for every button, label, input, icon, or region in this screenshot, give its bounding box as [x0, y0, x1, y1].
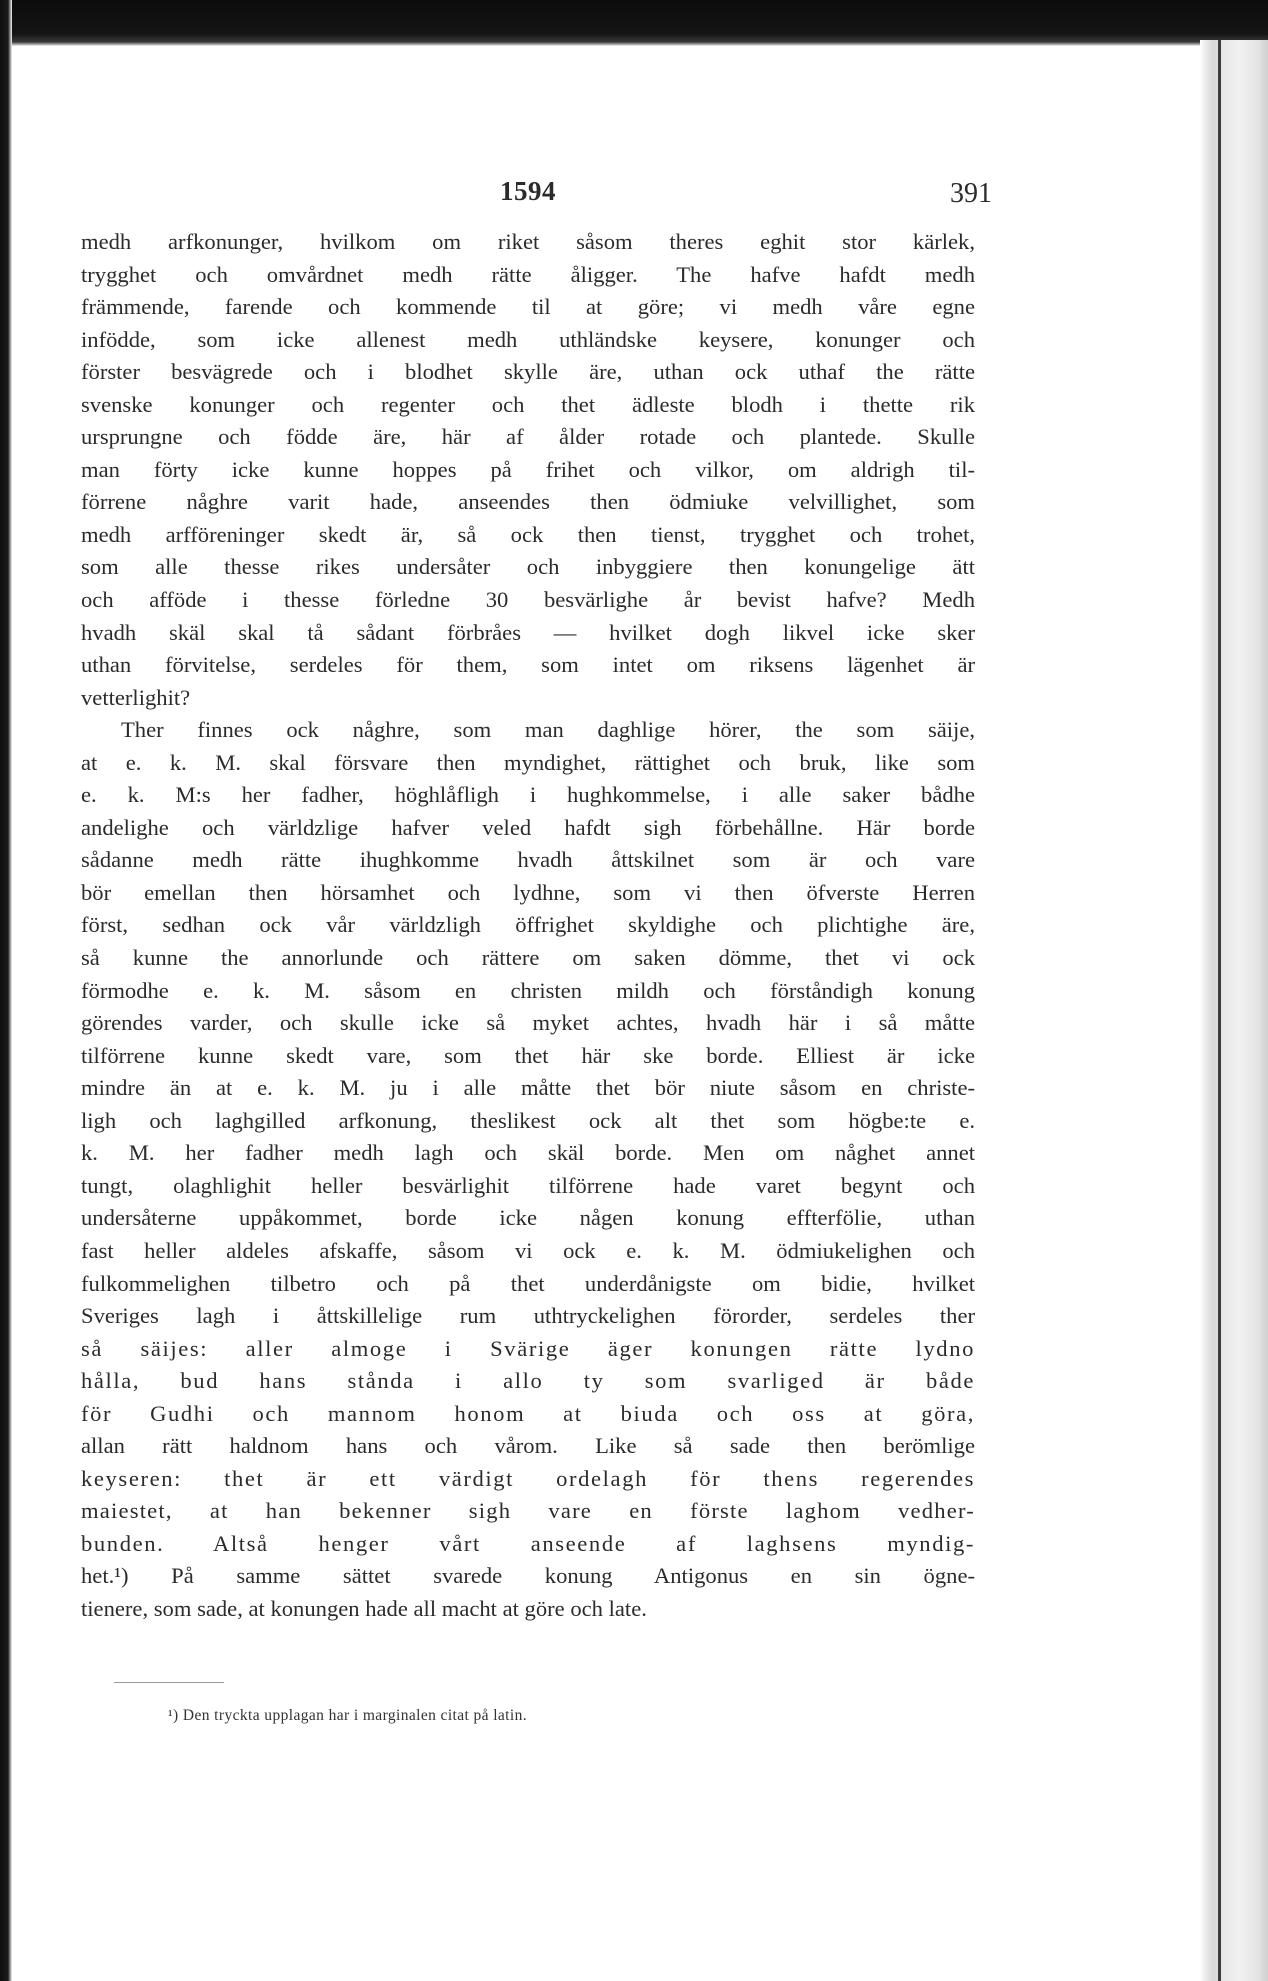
page-edge	[1200, 40, 1268, 1981]
text-line: fulkommelighen tilbetro och på thet underdånigste om bidie, hvilket	[81, 1270, 975, 1296]
text-line: uthan förvitelse, serdeles för them, som intet om riksens lägenhet är	[81, 652, 975, 678]
text-line: vetterlighit?	[81, 684, 191, 710]
text-line: Ther finnes ock någhre, som man daghlige hörer, the som säije,	[121, 717, 975, 743]
gutter-line	[1218, 40, 1221, 1981]
text-line: at e. k. M. skal försvare then myndighet, rättighet och bruk, like som	[81, 749, 975, 775]
text-line: fast heller aldeles afskaffe, såsom vi ock e. k. M. ödmiukelighen och	[81, 1237, 975, 1263]
body-text	[81, 226, 975, 1626]
footnote-rule	[114, 1682, 224, 1683]
text-line: förmodhe e. k. M. såsom en christen mildh och förståndigh konung	[81, 977, 975, 1003]
text-line: ligh och laghgilled arfkonung, theslikest ock alt thet som högbe:te e.	[81, 1107, 975, 1133]
text-line: man förty icke kunne hoppes på frihet och vilkor, om aldrigh til-	[81, 456, 975, 482]
text-line: görendes varder, och skulle icke så myket achtes, hvadh här i så måtte	[81, 1010, 975, 1036]
text-line: Sveriges lagh i åttskillelige rum uthtryckelighen förorder, serdeles ther	[81, 1303, 975, 1329]
text-line: så säijes: aller almoge i Svärige äger konungen rätte lydno	[81, 1335, 975, 1361]
text-line: främmende, farende och kommende til at göre; vi medh våre egne	[81, 294, 975, 320]
running-header-year: 1594	[500, 176, 556, 206]
text-line: allan rätt haldnom hans och vårom. Like så sade then berömlige	[81, 1433, 975, 1459]
text-line: medh arfkonunger, hvilkom om riket såsom theres eghit stor kärlek,	[81, 229, 975, 254]
text-line: k. M. her fadher medh lagh och skäl borde. Men om någhet annet	[81, 1140, 975, 1166]
text-line: sådanne medh rätte ihughkomme hvadh åttskilnet som är och vare	[81, 847, 975, 873]
scan-border-top	[0, 0, 1268, 46]
text-line: som alle thesse rikes undersåter och inbyggiere then konungelige ätt	[81, 554, 975, 580]
text-line: tilförrene kunne skedt vare, som thet här ske borde. Elliest är icke	[81, 1042, 975, 1068]
footnote: ¹) Den tryckta upplagan har i marginalen citat på latin.	[168, 1707, 528, 1724]
text-line: maiestet, at han bekenner sigh vare en förste laghom vedher-	[81, 1498, 975, 1524]
text-line: andelighe och världzlige hafver veled hafdt sigh förbehållne. Här borde	[81, 814, 975, 840]
text-line: trygghet och omvårdnet medh rätte åligger. The hafve hafdt medh	[81, 261, 975, 287]
text-line: hvadh skäl skal tå sådant förbråes — hvilket dogh likvel icke sker	[81, 619, 975, 645]
text-line: bör emellan then hörsamhet och lydhne, som vi then öfverste Herren	[81, 879, 975, 905]
text-line: medh arfföreninger skedt är, så ock then tienst, trygghet och trohet,	[81, 521, 975, 547]
text-line: så kunne the annorlunde och rättere om saken dömme, thet vi ock	[81, 945, 975, 971]
text-line: het.¹) På samme sättet svarede konung Antigonus en sin ögne-	[81, 1563, 975, 1589]
text-line: keyseren: thet är ett värdigt ordelagh för thens regerendes	[81, 1465, 975, 1491]
text-line: förrene någhre varit hade, anseendes then ödmiuke velvillighet, som	[81, 489, 975, 515]
text-line: för Gudhi och mannom honom at biuda och oss at göra,	[81, 1400, 975, 1426]
text-line: och afföde i thesse förledne 30 besvärlighe år bevist hafve? Medh	[81, 587, 975, 613]
page-number: 391	[950, 178, 992, 209]
text-line: hålla, bud hans stånda i allo ty som svarliged är både	[81, 1368, 975, 1394]
text-line: undersåterne uppåkommet, borde icke någen konung effterfölie, uthan	[81, 1205, 975, 1231]
text-line: e. k. M:s her fadher, höghlåfligh i hughkommelse, i alle saker bådhe	[81, 782, 975, 808]
text-line: infödde, som icke allenest medh uthländske keysere, konunger och	[81, 326, 975, 352]
text-line: svenske konunger och regenter och thet ädleste blodh i thette rik	[81, 391, 975, 417]
text-line: bunden. Altså henger vårt anseende af laghsens myndig-	[81, 1530, 975, 1556]
text-line: mindre än at e. k. M. ju i alle måtte thet bör niute såsom en christe-	[81, 1075, 975, 1101]
text-line: tienere, som sade, at konungen hade all macht at göre och late.	[81, 1595, 647, 1621]
text-line: ursprungne och födde äre, här af ålder rotade och plantede. Skulle	[81, 424, 975, 450]
text-line: först, sedhan ock vår världzligh öffrighet skyldighe och plichtighe äre,	[81, 912, 975, 938]
text-line: förster besvägrede och i blodhet skylle äre, uthan ock uthaf the rätte	[81, 359, 975, 385]
text-line: tungt, olaghlighit heller besvärlighit tilförrene hade varet begynt och	[81, 1172, 975, 1198]
scan-border-left	[0, 0, 12, 1981]
